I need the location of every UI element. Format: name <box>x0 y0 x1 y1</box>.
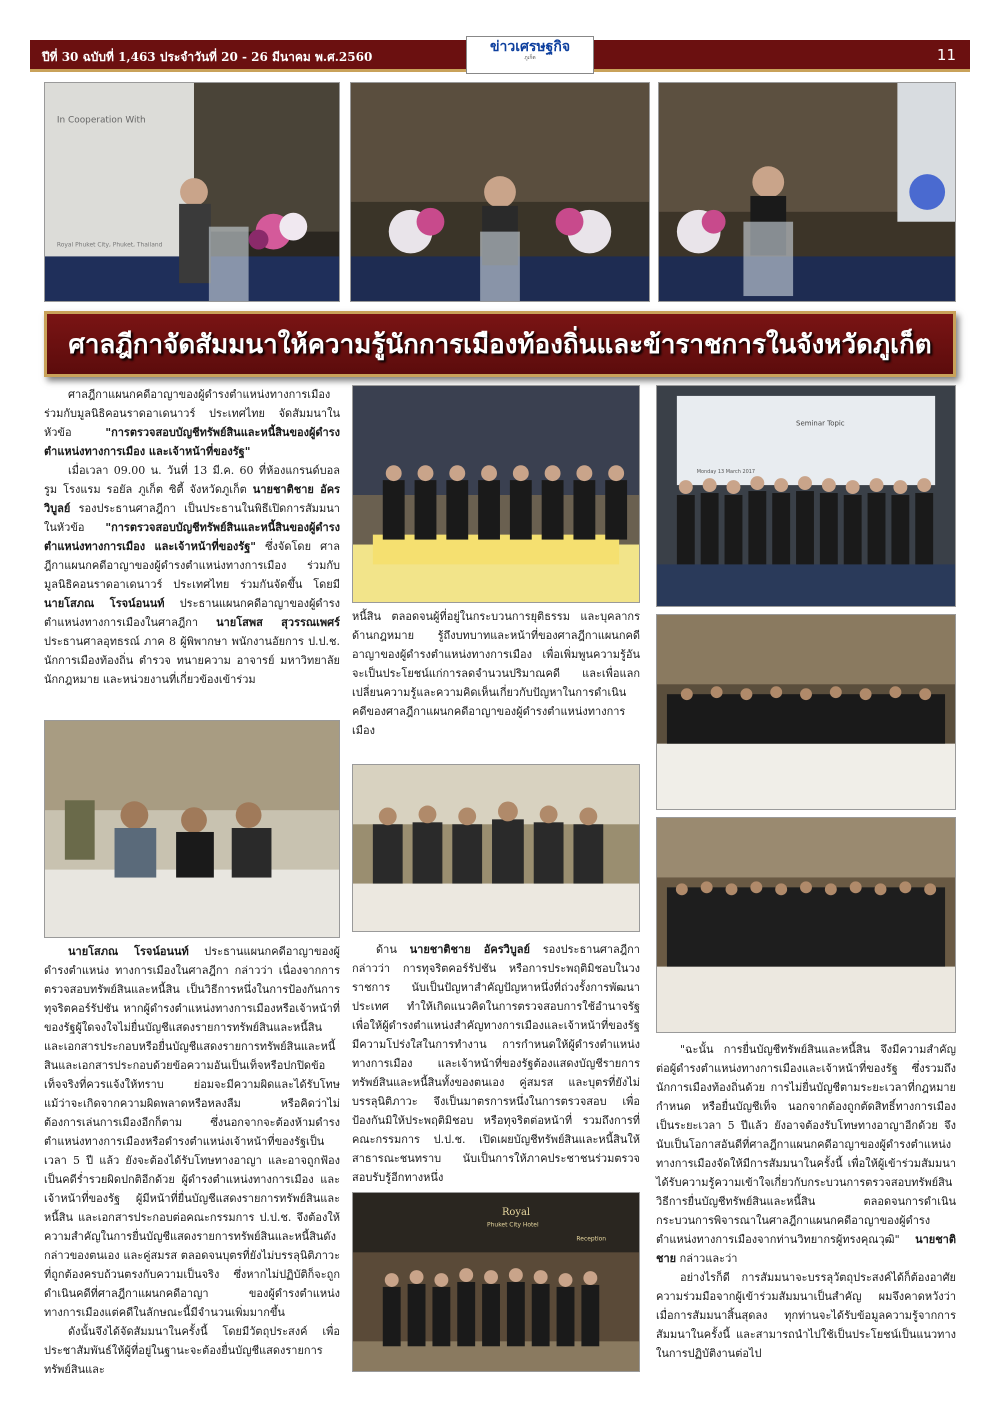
photo-group-hotel <box>352 1192 640 1372</box>
banner-date: Monday 13 March 2017 <box>696 469 756 476</box>
page-header <box>30 40 970 72</box>
paragraph: อย่างไรก็ดี การสัมมนาจะบรรลุวัตถุประสงค์ได้ก็ต้องอาศัยความร่วมมือจากผู้เข้าร่วมสัมมนาเป็นสำคัญ ผมจึงคาดหวังว่า เมื่อการสัมมนาสิ้นสุดลง ทุกท่านจะได้รับข้อมูลความรู้จากการสัมมนาในครั้งนี้ และสามารถนำไปใช้เป็นประโยชน์เป็นแนวทางในการปฏิบัติงานต่อไป <box>656 1271 956 1360</box>
headline-text: ศาลฎีกาจัดสัมมนาให้ความรู้นักการเมืองท้องถิ่นและข้าราชการในจังหวัดภูเก็ต <box>68 329 932 360</box>
photo-group-banner <box>656 385 956 607</box>
article-col2-middle <box>352 607 640 757</box>
photo-dignitaries-seated <box>352 385 640 603</box>
banner-seminar-title: Seminar Topic <box>796 419 845 428</box>
masthead-name: ข่าวเศรษฐกิจ <box>489 39 571 55</box>
photo-seminar-hall-1 <box>656 614 956 810</box>
photo-participants-seated <box>44 720 340 938</box>
paragraph: "ฉะนั้น การยื่นบัญชีทรัพย์สินและหนี้สิน จึงมีความสำคัญต่อผู้ดำรงตำแหน่งทางการเมืองและเจ้าหน้าที่ของรัฐ ซึ่งรวมถึงนักการเมืองท้องถิ่นด้วย การไม่ยื่นบัญชีตามระยะเวลาที่กฎหมาย กำหนด หรือยื่นบัญชีเท็จ นอกจากต้องถูกตัดสิทธิ์ทางการเมือง เป็นระยะเวลา 5 ปีแล้ว ยังอาจต้องรับโทษทางอาญาอีกด้วย จึงนับเป็นโอกาสอันดีที่ศาลฎีกาแผนกคดีอาญาของผู้ดำรงตำแหน่งทางการเมืองจัดให้มีการสัมมนาในครั้งนี้ เพื่อให้ผู้เข้าร่วมสัมมนาได้รับความรู้ความเข้าใจเกี่ยวกับกระบวนการตรวจสอบทรัพย์สิน วิธีการยื่นบัญชีทรัพย์สินและหนี้สิน ตลอดจนการดำเนินกระบวนการพิจารณาในศาลฎีกาแผนกคดีอาญาของผู้ดำรงตำแหน่งทางการเมืองจากท่านวิทยากรผู้ทรงคุณวุฒิ" นายชาติชาย กล่าวและว่า <box>656 1043 956 1265</box>
photo-seminar-hall-2 <box>656 817 956 1033</box>
page-number: 11 <box>936 46 956 64</box>
photo-speaker-3 <box>658 82 956 302</box>
paragraph: หนี้สิน ตลอดจนผู้ที่อยู่ในกระบวนการยุติธรรม และบุคลากรด้านกฎหมาย รู้ถึงบทบาทและหน้าที่ของศาลฎีกาแผนกคดีอาญาของผู้ดำรงตำแหน่งทางการเมือง เพื่อเพิ่มพูนความรู้อันจะเป็นประโยชน์แก่การลดจำนวนปริมาณคดี และเพื่อแลกเปลี่ยนความรู้และความคิดเห็นเกี่ยวกับปัญหาในการดำเนินคดีของศาลฎีกาแผนกคดีอาญาของผู้ดำรงตำแหน่งทางการเมือง <box>352 610 640 737</box>
hotel-sign-brand: Royal <box>501 1206 531 1218</box>
paragraph: นายโสภณ โรจน์อนนท์ ประธานแผนกคดีอาญาของผู้ดำรงตำแหน่ง ทางการเมืองในศาลฎีกา กล่าวว่า เนื่องจากการตรวจสอบทรัพย์สินและหนี้สิน เป็นวิธีการหนึ่งในการป้องกันการทุจริตคอร์รัปชัน หากผู้ดำรงตำแหน่งทางการเมืองหรือเจ้าหน้าที่ของรัฐผู้ใดจงใจไม่ยื่นบัญชีแสดงรายการทรัพย์สินและหนี้สิน และเอกสารประกอบหรือยื่นบัญชีแสดงรายการทรัพย์สินและหนี้สินและเอกสารประกอบด้วยข้อความอันเป็นเท็จหรือปกปิดข้อเท็จจริงที่ควรแจ้งให้ทราบ ย่อมจะมีความผิดและได้รับโทษ แม้ว่าจะเกิดจากความผิดพลาดหรือหลงลืม หรือคิดว่าไม่ต้องการเล่นการเมืองอีกก็ตาม ซึ่งนอกจากจะต้องห้ามดำรงตำแหน่งทางการเมืองหรือดำรงตำแหน่งเจ้าหน้าที่ของรัฐเป็นเวลา 5 ปี แล้ว ยังจะต้องได้รับโทษทางอาญา และอาจถูกฟ้องเป็นคดีร่ำรวยผิดปกติอีกด้วย ผู้ดำรงตำแหน่งทางการเมือง และเจ้าหน้าที่ของรัฐ ผู้มีหน้าที่ยื่นบัญชีแสดงรายการทรัพย์สินและหนี้สิน และเอกสารประกอบต่อคณะกรรมการ ป.ป.ช. จึงต้องให้ความสำคัญในการยื่นบัญชีแสดงรายการทรัพย์สินและหนี้สินดังกล่าวของตนเอง และคู่สมรส ตลอดจนบุตรที่ยังไม่บรรลุนิติภาวะที่ถูกต้องครบถ้วนตรงกับความเป็นจริง ซึ่งหากไม่ปฏิบัติก็จะถูกดำเนินคดีที่ศาลฎีกาแผนกคดีอาญา ของผู้ดำรงตำแหน่งทางการเมืองแต่คดีในลักษณะนี้มีจำนวนเพิ่มมากขึ้น <box>44 945 340 1319</box>
masthead-logo <box>466 36 594 74</box>
headline-banner <box>44 311 956 377</box>
photo-audience <box>352 764 640 932</box>
hotel-sign-reception: Reception <box>576 1235 607 1243</box>
article-col3 <box>656 1040 956 1370</box>
photo-speaker-2 <box>350 82 650 302</box>
paragraph: ศาลฎีกาแผนกคดีอาญาของผู้ดำรงตำแหน่งทางการเมืองร่วมกับมูลนิธิคอนราดอาเดนาวร์ ประเทศไทย จัดสัมมนาในหัวข้อ "การตรวจสอบบัญชีทรัพย์สินและหนี้สินของผู้ดำรงตำแหน่งทางการเมือง และเจ้าหน้าที่ของรัฐ" <box>44 388 340 458</box>
banner-cooperation-text: In Cooperation With <box>56 115 146 126</box>
article-col1-top <box>44 385 340 717</box>
banner-venue-text: Royal Phuket City, Phuket, Thailand <box>56 241 163 249</box>
paragraph: ดังนั้นจึงได้จัดสัมมนาในครั้งนี้ โดยมีวัตถุประสงค์ เพื่อประชาสัมพันธ์ให้ผู้ที่อยู่ในฐานะจะต้องยื่นบัญชีแสดงรายการทรัพย์สินและ <box>44 1325 340 1376</box>
article-col1-bottom <box>44 942 340 1376</box>
paragraph: เมื่อเวลา 09.00 น. วันที่ 13 มี.ค. 60 ที่ห้องแกรนด์บอลรูม โรงแรม รอยัล ภูเก็ต ซิตี้ จังหวัดภูเก็ต นายชาติชาย อัครวิบูลย์ รองประธานศาลฎีกา เป็นประธานในพิธีเปิดการสัมมนาในหัวข้อ "การตรวจสอบบัญชีทรัพย์สินและหนี้สินของผู้ดำรงตำแหน่งทางการเมือง และเจ้าหน้าที่ของรัฐ" ซึ่งจัดโดย ศาลฎีกาแผนกคดีอาญาของผู้ดำรงตำแหน่งทางการเมือง ร่วมกับ มูลนิธิคอนราดอาเดนาวร์ ประเทศไทย ร่วมกันจัดขึ้น โดยมี นายโสภณ โรจน์อนนท์ ประธานแผนกคดีอาญาของผู้ดำรงตำแหน่งทางการเมืองในศาลฎีกา นายโสพส สุวรรณเพศร์ ประธานศาลอุทธรณ์ ภาค 8 ผู้พิพากษา พนักงานอัยการ ป.ป.ช. นักการเมืองท้องถิ่น ตำรวจ ทนายความ อาจารย์ มหาวิทยาลัย นักกฎหมาย และหน่วยงานที่เกี่ยวข้องเข้าร่วม <box>44 464 340 686</box>
article-col2-bottom <box>352 940 640 1190</box>
photo-speaker-1 <box>44 82 340 302</box>
hotel-sign-name: Phuket City Hotel <box>487 1221 539 1229</box>
masthead-sub: ภูเก็ต <box>524 55 536 61</box>
paragraph: ด้าน นายชาติชาย อัครวิบูลย์ รองประธานศาลฎีกา กล่าวว่า การทุจริตคอร์รัปชัน หรือการประพฤติมิชอบในวงราชการ นับเป็นปัญหาสำคัญปัญหาหนึ่งที่ถ่วงรั้งการพัฒนาประเทศ ทำให้เกิดแนวคิดในการตรวจสอบการใช้อำนาจรัฐ เพื่อให้ผู้ดำรงตำแหน่งสำคัญทางการเมืองและเจ้าหน้าที่ของรัฐมีความโปร่งใสในการทำงาน การกำหนดให้ผู้ดำรงตำแหน่งทางการเมือง และเจ้าหน้าที่ของรัฐต้องแสดงบัญชีรายการทรัพย์สินและหนี้สินทั้งของตนเอง คู่สมรส และบุตรที่ยังไม่บรรลุนิติภาวะ จึงเป็นมาตรการหนึ่งในการตรวจสอบ เพื่อป้องกันมิให้ประพฤติมิชอบ หรือทุจริตต่อหน้าที่ รวมถึงการที่คณะกรรมการ ป.ป.ช. เปิดเผยบัญชีทรัพย์สินและหนี้สินให้สาธารณะชนทราบ นับเป็นการให้ภาคประชาชนร่วมตรวจสอบรับรู้อีกทางหนึ่ง <box>352 943 640 1184</box>
issue-info: ปีที่ 30 ฉบับที่ 1,463 ประจำวันที่ 20 - 26 มีนาคม พ.ศ.2560 <box>42 50 373 64</box>
